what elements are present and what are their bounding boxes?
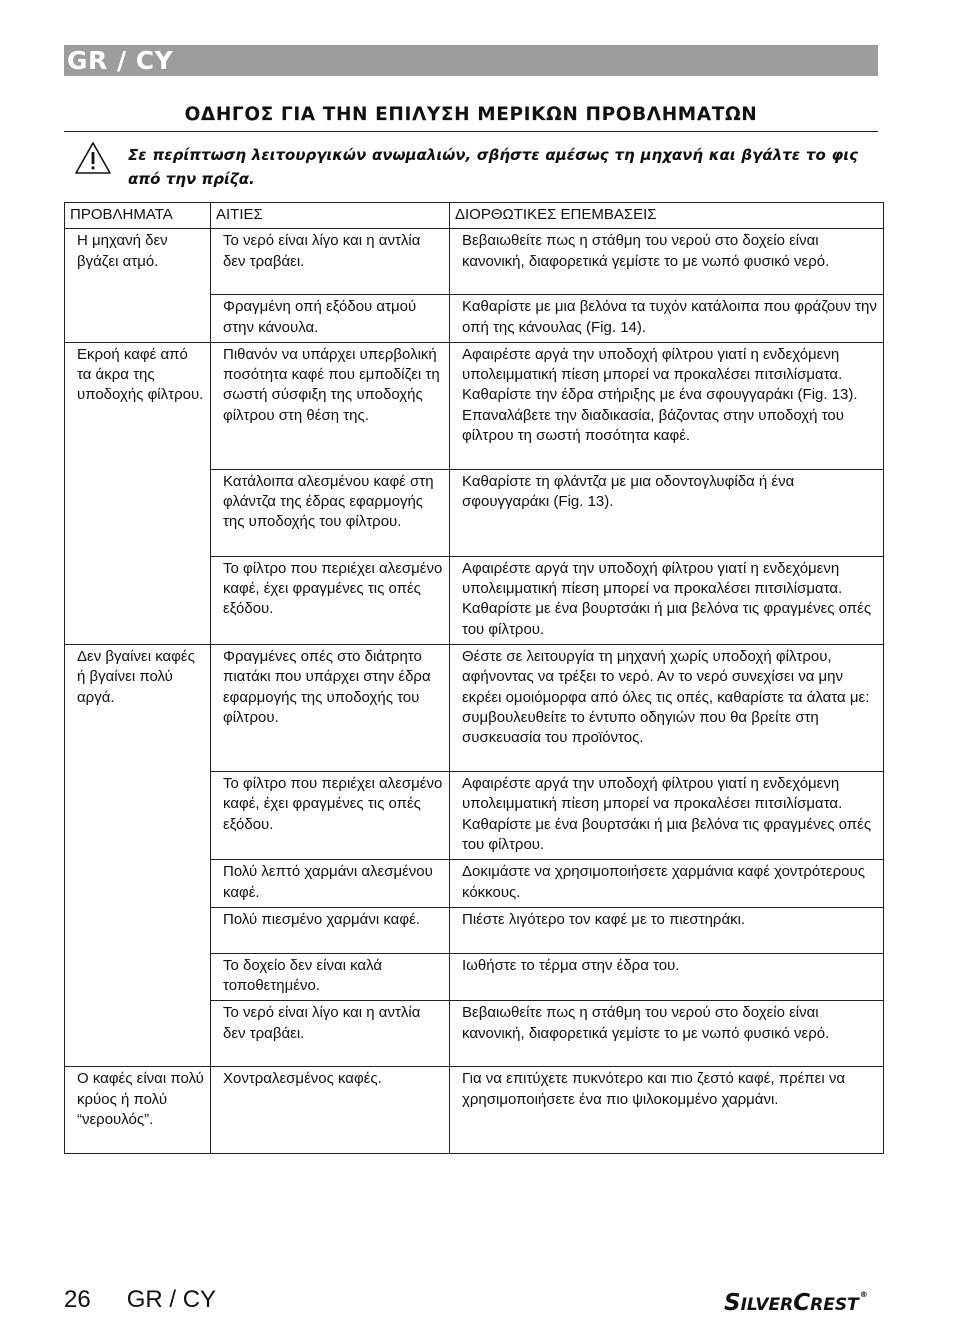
page-number: 26 xyxy=(64,1286,91,1313)
problem-cell: Εκροή καφέ από τα άκρα της υποδοχής φίλτρου. xyxy=(65,342,211,644)
remedy-cell: Βεβαιωθείτε πως η στάθμη του νερού στο δοχείο είναι κανονική, διαφορετικά γεμίστε το με νωπό φυσικό νερό. xyxy=(450,1001,884,1067)
cause-cell: Το φίλτρο που περιέχει αλεσμένο καφέ, έχει φραγμένες τις οπές εξόδου. xyxy=(211,556,450,644)
language-header-bar xyxy=(64,45,878,76)
cause-cell: Φραγμένες οπές στο διάτρητο πιατάκι που υπάρχει στην έδρα εφαρμογής της υποδοχής του φίλτρου. xyxy=(211,645,450,772)
remedy-cell: Θέστε σε λειτουργία τη μηχανή χωρίς υποδοχή φίλτρου, αφήνοντας να τρέξει το νερό. Αν το νερό συνεχίσει να μην εκρέει ομοιόμορφα από όλες τις οπές, καθαρίστε τα άλατα με: συμβουλευθείτε το έντυπο οδηγιών που θα βρείτε στη συσκευασία του προϊόντος. xyxy=(450,645,884,772)
problem-cell: Η μηχανή δεν βγάζει ατμό. xyxy=(65,229,211,343)
remedy-cell: Αφαιρέστε αργά την υποδοχή φίλτρου γιατί η ενδεχόμενη υπολειμματική πίεση μπορεί να προκαλέσει πιτσιλίσματα. Καθαρίστε την έδρα στήριξης με ένα σφουγγαράκι (Fig. 13). Επαναλάβετε την διαδικασία, βάζοντας στην υποδοχή του φίλτρου τη σωστή ποσότητα καφέ. xyxy=(450,342,884,469)
cause-cell: Πολύ λεπτό χαρμάνι αλεσμένου καφέ. xyxy=(211,860,450,908)
page-footer xyxy=(64,1286,252,1314)
remedy-cell: Πιέστε λιγότερο τον καφέ με το πιεστηράκι. xyxy=(450,907,884,953)
remedy-cell: Δοκιμάστε να χρησιμοποιήσετε χαρμάνια καφέ χοντρότερους κόκκους. xyxy=(450,860,884,908)
table-row xyxy=(65,229,884,295)
column-header-causes: ΑΙΤΙΕΣ xyxy=(211,203,450,229)
table-header-row xyxy=(65,203,884,229)
remedy-cell: Καθαρίστε με μια βελόνα τα τυχόν κατάλοιπα που φράζουν την οπή της κάνουλας (Fig. 14). xyxy=(450,295,884,343)
cause-cell: Φραγμένη οπή εξόδου ατμού στην κάνουλα. xyxy=(211,295,450,343)
cause-cell: Χοντραλεσμένος καφές. xyxy=(211,1067,450,1154)
cause-cell: Πιθανόν να υπάρχει υπερβολική ποσότητα καφέ που εμποδίζει τη σωστή σύσφιξη της υποδοχής φίλτρου στη θέση της. xyxy=(211,342,450,469)
remedy-cell: Καθαρίστε τη φλάντζα με μια οδοντογλυφίδα ή ένα σφουγγαράκι (Fig. 13). xyxy=(450,469,884,556)
warning-text: Σε περίπτωση λειτουργικών ανωμαλιών, σβήστε αμέσως τη μηχανή και βγάλτε το φις από την πρίζα. xyxy=(128,146,858,188)
table-row xyxy=(65,1067,884,1154)
table-row xyxy=(65,342,884,469)
cause-cell: Κατάλοιπα αλεσμένου καφέ στη φλάντζα της έδρας εφαρμογής της υποδοχής του φίλτρου. xyxy=(211,469,450,556)
language-label: GR / CY xyxy=(67,46,174,75)
remedy-cell: Για να επιτύχετε πυκνότερο και πιο ζεστό καφέ, πρέπει να χρησιμοποιήσετε ένα πιο ψιλοκομμένο χαρμάνι. xyxy=(450,1067,884,1154)
remedy-cell: Αφαιρέστε αργά την υποδοχή φίλτρου γιατί η ενδεχόμενη υπολειμματική πίεση μπορεί να προκαλέσει πιτσιλίσματα. Καθαρίστε με ένα βουρτσάκι ή μια βελόνα τις φραγμένες οπές του φίλτρου. xyxy=(450,772,884,860)
table-row xyxy=(65,645,884,772)
warning-triangle-icon xyxy=(74,141,112,175)
section-title: ΟΔΗΓΟΣ ΓΙΑ ΤΗΝ ΕΠΙΛΥΣΗ ΜΕΡΙΚΩΝ ΠΡΟΒΛΗΜΑΤΩΝ xyxy=(184,104,758,125)
problem-cell: Ο καφές είναι πολύ κρύος ή πολύ “νερουλός”. xyxy=(65,1067,211,1154)
troubleshooting-table xyxy=(64,202,884,1154)
column-header-problems: ΠΡΟΒΛΗΜΑΤΑ xyxy=(65,203,211,229)
cause-cell: Το νερό είναι λίγο και η αντλία δεν τραβάει. xyxy=(211,1001,450,1067)
cause-cell: Το νερό είναι λίγο και η αντλία δεν τραβάει. xyxy=(211,229,450,295)
remedy-cell: Βεβαιωθείτε πως η στάθμη του νερού στο δοχείο είναι κανονική, διαφορετικά γεμίστε το με νωπό φυσικό νερό. xyxy=(450,229,884,295)
remedy-cell: Αφαιρέστε αργά την υποδοχή φίλτρου γιατί η ενδεχόμενη υπολειμματική πίεση μπορεί να προκαλέσει πιτσιλίσματα. Καθαρίστε με ένα βουρτσάκι ή μια βελόνα τις φραγμένες οπές του φίλτρου. xyxy=(450,556,884,644)
cause-cell: Το δοχείο δεν είναι καλά τοποθετημένο. xyxy=(211,953,450,1001)
silvercrest-logo: SILVERCREST® xyxy=(724,1290,868,1316)
cause-cell: Το φίλτρο που περιέχει αλεσμένο καφέ, έχει φραγμένες τις οπές εξόδου. xyxy=(211,772,450,860)
footer-language-label: GR / CY xyxy=(126,1286,217,1313)
column-header-remedies: ΔΙΟΡΘΩΤΙΚΕΣ ΕΠΕΜΒΑΣΕΙΣ xyxy=(450,203,884,229)
title-divider xyxy=(64,131,878,132)
problem-cell: Δεν βγαίνει καφές ή βγαίνει πολύ αργά. xyxy=(65,645,211,1067)
cause-cell: Πολύ πιεσμένο χαρμάνι καφέ. xyxy=(211,907,450,953)
remedy-cell: Ιωθήστε το τέρμα στην έδρα του. xyxy=(450,953,884,1001)
